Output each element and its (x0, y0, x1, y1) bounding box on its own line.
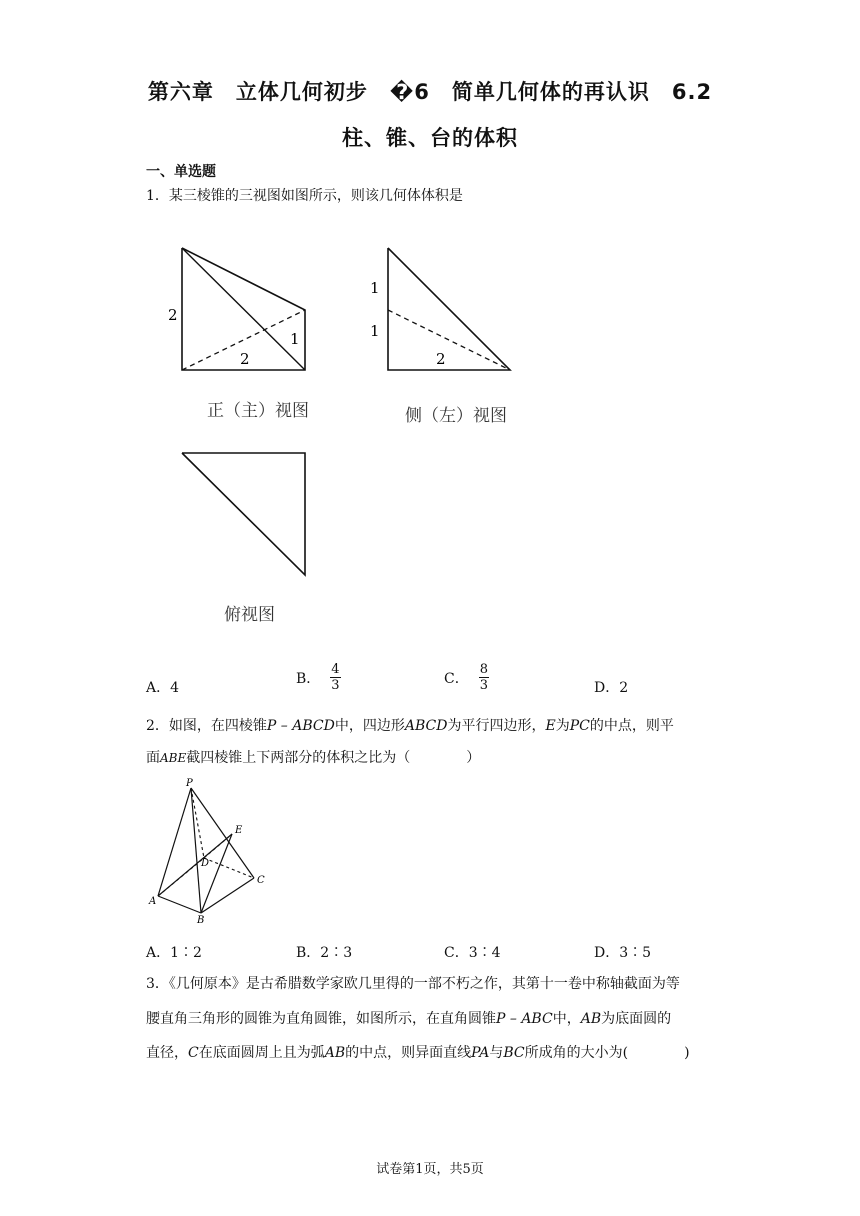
vertex-label-P: P (186, 778, 193, 789)
vertex-label-D: D (201, 858, 210, 869)
q1-option-b-num: 4 (331, 662, 340, 677)
question-2-line-2: 面ABE截四棱锥上下两部分的体积之比为（ ） (146, 750, 481, 766)
side-view-hidden-edge (388, 310, 510, 370)
q2-option-c: C．3∶4 (444, 945, 501, 961)
front-label-height: 2 (168, 306, 178, 324)
q2-option-d: D．3∶5 (594, 945, 652, 961)
front-label-base: 2 (240, 350, 250, 368)
vertex-label-C: C (257, 875, 265, 886)
question-1-text: 1．某三棱锥的三视图如图所示，则该几何体体积是 (146, 188, 463, 204)
question-3-line-3: 直径，C在底面圆周上且为弧AB的中点，则异面直线PA与BC所成角的大小为( ) (146, 1045, 690, 1061)
q1-option-b-den: 3 (331, 678, 340, 693)
edge-BE (201, 834, 232, 913)
q1-option-a: A．4 (146, 680, 180, 696)
side-label-base: 2 (436, 350, 446, 368)
side-label-top: 1 (370, 279, 380, 297)
q1-option-d: D．2 (594, 680, 629, 696)
q2-option-b: B．2∶3 (296, 945, 353, 961)
top-view-figure (170, 445, 320, 585)
vertex-label-A: A (149, 896, 157, 907)
vertex-label-B: B (197, 915, 205, 923)
question-3-line-2: 腰直角三角形的圆锥为直角圆锥，如图所示，在直角圆锥P – ABC中，AB为底面圆的 (146, 1011, 672, 1027)
q1-option-c-den: 3 (479, 678, 488, 693)
pyramid-figure (146, 778, 276, 923)
edge-BC (201, 878, 254, 913)
side-view-caption: 侧（左）视图 (405, 406, 507, 426)
section-heading: 一、单选题 (146, 164, 216, 180)
edge-PB (191, 788, 201, 913)
vertex-label-E: E (235, 825, 243, 836)
top-view-caption: 俯视图 (224, 605, 275, 625)
question-3-line-1: 3．《几何原本》是古希腊数学家欧几里得的一部不朽之作，其第十一卷中称轴截面为等 (146, 976, 680, 992)
edge-AB (158, 896, 201, 913)
q1-option-c-num: 8 (479, 662, 488, 677)
q2-option-a: A．1∶2 (146, 945, 202, 961)
question-2-line-1: 2．如图，在四棱锥P – ABCD中，四边形ABCD为平行四边形，E为PC的中点，则平 (146, 718, 674, 734)
side-label-mid: 1 (370, 322, 380, 340)
edge-PA (158, 788, 191, 896)
q1-option-c-label: C． (444, 670, 469, 687)
side-view-outline (388, 248, 510, 370)
top-view-outline (182, 453, 305, 575)
q1-option-b-label: B． (296, 670, 321, 687)
page-subtitle: 柱、锥、台的体积 (342, 126, 518, 150)
front-view-caption: 正（主）视图 (207, 401, 309, 421)
hidden-edge-PD (191, 788, 204, 858)
page-footer: 试卷第1页，共5页 (376, 1162, 484, 1177)
q1-option-b (296, 662, 341, 693)
page-title: 第六章 立体几何初步 �6 简单几何体的再认识 6.2 (147, 80, 713, 104)
front-view-figure (160, 240, 320, 380)
front-label-right: 1 (290, 330, 300, 348)
q1-option-c (444, 662, 489, 693)
side-view-figure (360, 240, 530, 380)
